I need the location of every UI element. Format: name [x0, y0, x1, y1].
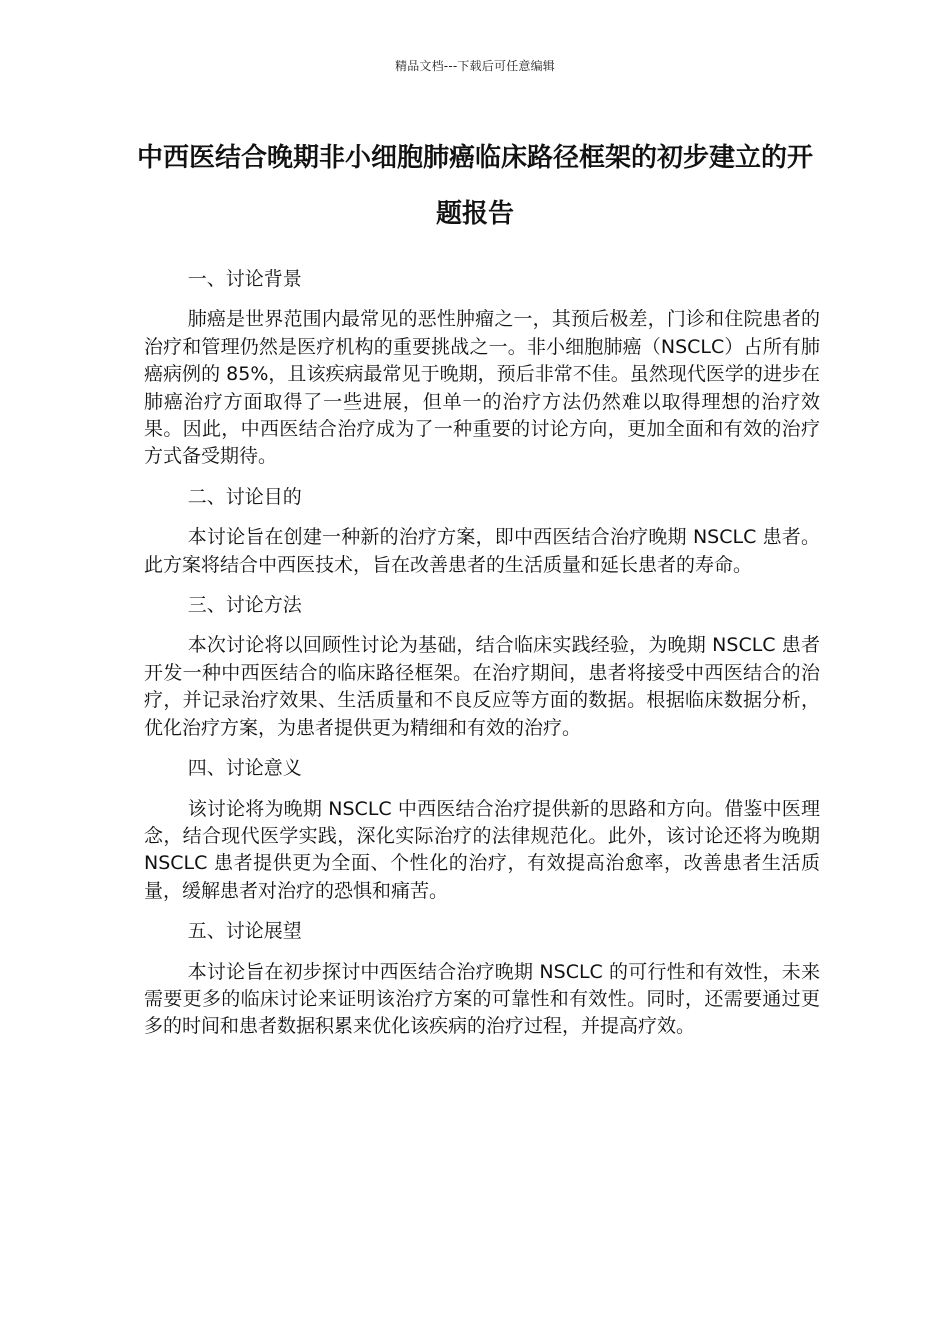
section-text-outlook: 本讨论旨在初步探讨中西医结合治疗晚期 NSCLC 的可行性和有效性，未来需要更多的临床讨论来证明该治疗方案的可靠性和有效性。同时，还需要通过更多的时间和患者数据积累来优化该疾病的治疗过程，并提高疗效。	[144, 960, 820, 1038]
section-text-purpose: 本讨论旨在创建一种新的治疗方案，即中西医结合治疗晚期 NSCLC 患者。此方案将结合中西医技术，旨在改善患者的生活质量和延长患者的寿命。	[144, 526, 820, 576]
section-text-significance: 该讨论将为晚期 NSCLC 中西医结合治疗提供新的思路和方向。借鉴中医理念，结合现代医学实践，深化实际治疗的法律规范化。此外，该讨论还将为晚期 NSCLC 患者提供更为全面、个性化的治疗，有效提高治愈率，改善患者生活质量，缓解患者对治疗的恐惧和痛苦。	[144, 797, 820, 902]
section-heading-purpose: 二、讨论目的	[187, 485, 302, 508]
section-text-background: 肺癌是世界范围内最常见的恶性肿瘤之一，其预后极差，门诊和住院患者的治疗和管理仍然是医疗机构的重要挑战之一。非小细胞肺癌（NSCLC）占所有肺癌病例的 85%，且该疾病最常见于晚期，预后非常不佳。虽然现代医学的进步在肺癌治疗方面取得了一些进展，但单一的治疗方法仍然难以取得理想的治疗效果。因此，中西医结合治疗成为了一种重要的讨论方向，更加全面和有效的治疗方式备受期待。	[144, 308, 820, 468]
section-heading-method: 三、讨论方法	[187, 594, 302, 617]
document-body	[144, 266, 820, 1054]
section-heading-outlook: 五、讨论展望	[187, 920, 302, 943]
section-heading-background: 一、讨论背景	[187, 268, 302, 290]
header-note: 精品文档---下载后可任意编辑	[395, 59, 555, 73]
section-text-method: 本次讨论将以回顾性讨论为基础，结合临床实践经验，为晚期 NSCLC 患者开发一种中西医结合的临床路径框架。在治疗期间，患者将接受中西医结合的治疗，并记录治疗效果、生活质量和不良反应等方面的数据。根据临床数据分析，优化治疗方案，为患者提供更为精细和有效的治疗。	[144, 634, 820, 739]
document-title: 中西医结合晚期非小细胞肺癌临床路径框架的初步建立的开题报告	[136, 143, 813, 229]
section-heading-significance: 四、讨论意义	[187, 757, 302, 780]
